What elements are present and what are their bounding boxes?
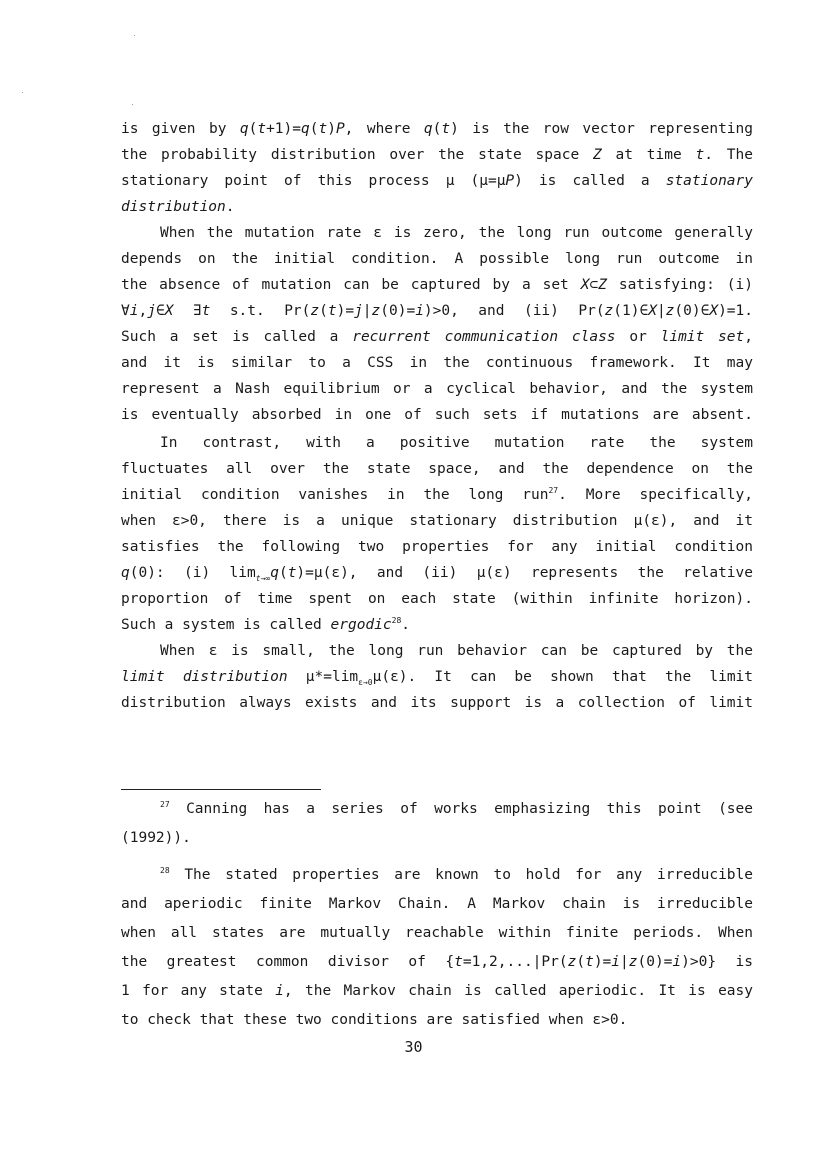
body-line: When the mutation rate ε is zero, the long run outcome generally: [160, 225, 753, 241]
body-line: the probability distribution over the state space Z at time t. The: [121, 147, 753, 163]
body-line: When ε is small, the long run behavior can be captured by the: [160, 643, 753, 659]
body-line: proportion of time spent on each state (within infinite horizon).: [121, 591, 753, 607]
page-number: 30: [404, 1038, 423, 1056]
body-line: ∀i,j∈X ∃t s.t. Pr(z(t)=j|z(0)=i)>0, and (ii) Pr(z(1)∈X|z(0)∈X)=1.: [121, 303, 753, 319]
body-line: is given by q(t+1)=q(t)P, where q(t) is the row vector representing: [121, 121, 753, 137]
scan-speck: [134, 35, 135, 36]
body-line: distribution.: [121, 199, 235, 215]
body-line: Such a set is called a recurrent communication class or limit set,: [121, 329, 753, 345]
footnote-28-line: to check that these two conditions are satisfied when ε>0.: [121, 1012, 628, 1028]
body-line: Such a system is called ergodic$^{28}$.: [121, 616, 410, 633]
body-line: initial condition vanishes in the long run$^{27}$. More specifically,: [121, 486, 753, 503]
body-line: limit distribution $\mu*=\lim_{\varepsilon\to 0}\mu(\varepsilon)$. It can be shown that the limit: [121, 669, 754, 687]
footnote-mark: 27: [160, 800, 170, 810]
body-line: the absence of mutation can be captured by a set X⊂Z satisfying: (i): [121, 277, 753, 293]
body-line: satisfies the following two properties for any initial condition: [121, 539, 753, 555]
footnote-28-line: 1 for any state i, the Markov chain is called aperiodic. It is easy: [121, 983, 753, 999]
footnote-rule: [121, 789, 321, 790]
body-line: when ε>0, there is a unique stationary distribution μ(ε), and it: [121, 513, 753, 529]
body-line: is eventually absorbed in one of such sets if mutations are absent.: [121, 407, 753, 423]
footnote-28-line: $^{28}$ The stated properties are known to hold for any irreducible: [160, 866, 753, 883]
footnote-27-line: (1992)).: [121, 830, 191, 846]
body-line: and it is similar to a CSS in the continuous framework. It may: [121, 355, 753, 371]
body-line: In contrast, with a positive mutation rate the system: [160, 435, 753, 451]
body-line: distribution always exists and its support is a collection of limit: [121, 695, 753, 711]
body-line: q(0): (i) $\lim_{t\to\infty}q(t)=\mu(\varepsilon)$, and (ii) μ(ε) represents the relative: [121, 565, 753, 583]
footnote-28-line: when all states are mutually reachable within finite periods. When: [121, 925, 753, 941]
footnote-28-line: the greatest common divisor of {t=1,2,...|Pr(z(t)=i|z(0)=i)>0} is: [121, 954, 753, 970]
body-line: depends on the initial condition. A possible long run outcome in: [121, 251, 753, 267]
body-line: represent a Nash equilibrium or a cyclical behavior, and the system: [121, 381, 753, 397]
footnote-27-line: $^{27}$ Canning has a series of works emphasizing this point (see: [160, 800, 753, 817]
scan-speck: [22, 92, 23, 93]
footnote-mark: 28: [160, 866, 170, 876]
footnote-28-line: and aperiodic finite Markov Chain. A Markov chain is irreducible: [121, 896, 753, 912]
body-line: stationary point of this process μ (μ=μP) is called a stationary: [121, 173, 753, 189]
scan-speck: [132, 104, 133, 105]
body-line: fluctuates all over the state space, and the dependence on the: [121, 461, 753, 477]
